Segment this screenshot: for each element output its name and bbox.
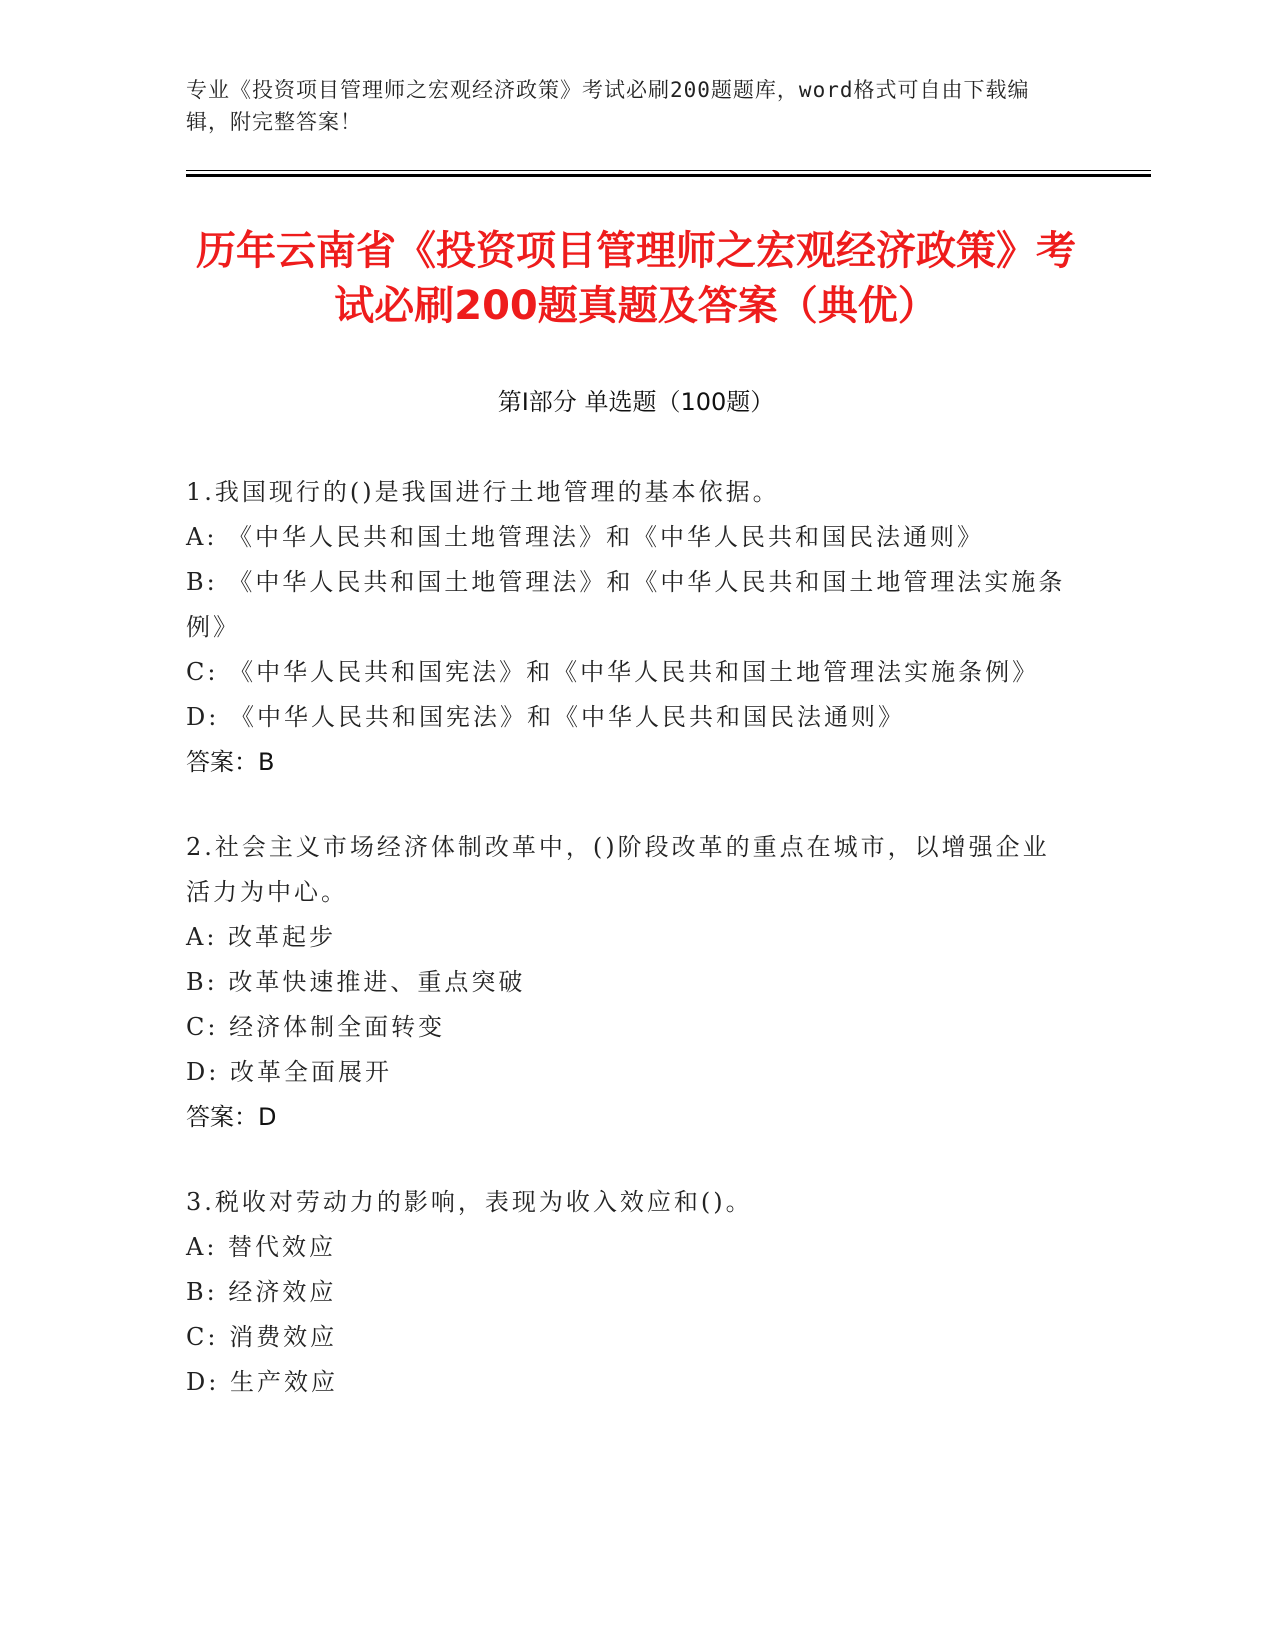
header-note: 专业《投资项目管理师之宏观经济政策》考试必刷200题题库，word格式可自由下载编辑，附完整答案！	[186, 78, 1030, 134]
option-c: C: 经济体制全面转变	[186, 1013, 446, 1041]
option-c: C: 《中华人民共和国宪法》和《中华人民共和国土地管理法实施条例》	[186, 658, 1040, 686]
option-b: B: 《中华人民共和国土地管理法》和《中华人民共和国土地管理法实施条例》	[186, 568, 1066, 641]
option-c: C: 消费效应	[186, 1323, 338, 1351]
document-title: 历年云南省《投资项目管理师之宏观经济政策》考试必刷200题真题及答案（典优）	[196, 228, 1076, 329]
answer: 答案：D	[186, 1103, 277, 1131]
question-list	[186, 470, 1076, 1445]
option-d: D: 改革全面展开	[186, 1058, 392, 1086]
question-stem: 3.税收对劳动力的影响，表现为收入效应和()。	[186, 1188, 753, 1216]
section-title: 第I部分 单选题（100题）	[497, 388, 775, 416]
option-d: D: 《中华人民共和国宪法》和《中华人民共和国民法通则》	[186, 703, 905, 731]
header-divider-thick	[186, 174, 1151, 177]
answer: 答案：B	[186, 748, 275, 776]
option-a: A: 《中华人民共和国土地管理法》和《中华人民共和国民法通则》	[186, 523, 985, 551]
question-stem: 1.我国现行的()是我国进行土地管理的基本依据。	[186, 478, 780, 506]
header-divider-thin	[186, 170, 1151, 171]
option-d: D: 生产效应	[186, 1368, 338, 1396]
option-a: A: 替代效应	[186, 1233, 337, 1261]
question-3	[186, 1180, 1076, 1405]
question-stem: 2.社会主义市场经济体制改革中，()阶段改革的重点在城市，以增强企业活力为中心。	[186, 833, 1050, 906]
question-1	[186, 470, 1076, 785]
question-2	[186, 825, 1076, 1140]
option-b: B: 经济效应	[186, 1278, 337, 1306]
option-a: A: 改革起步	[186, 923, 337, 951]
option-b: B: 改革快速推进、重点突破	[186, 968, 526, 996]
